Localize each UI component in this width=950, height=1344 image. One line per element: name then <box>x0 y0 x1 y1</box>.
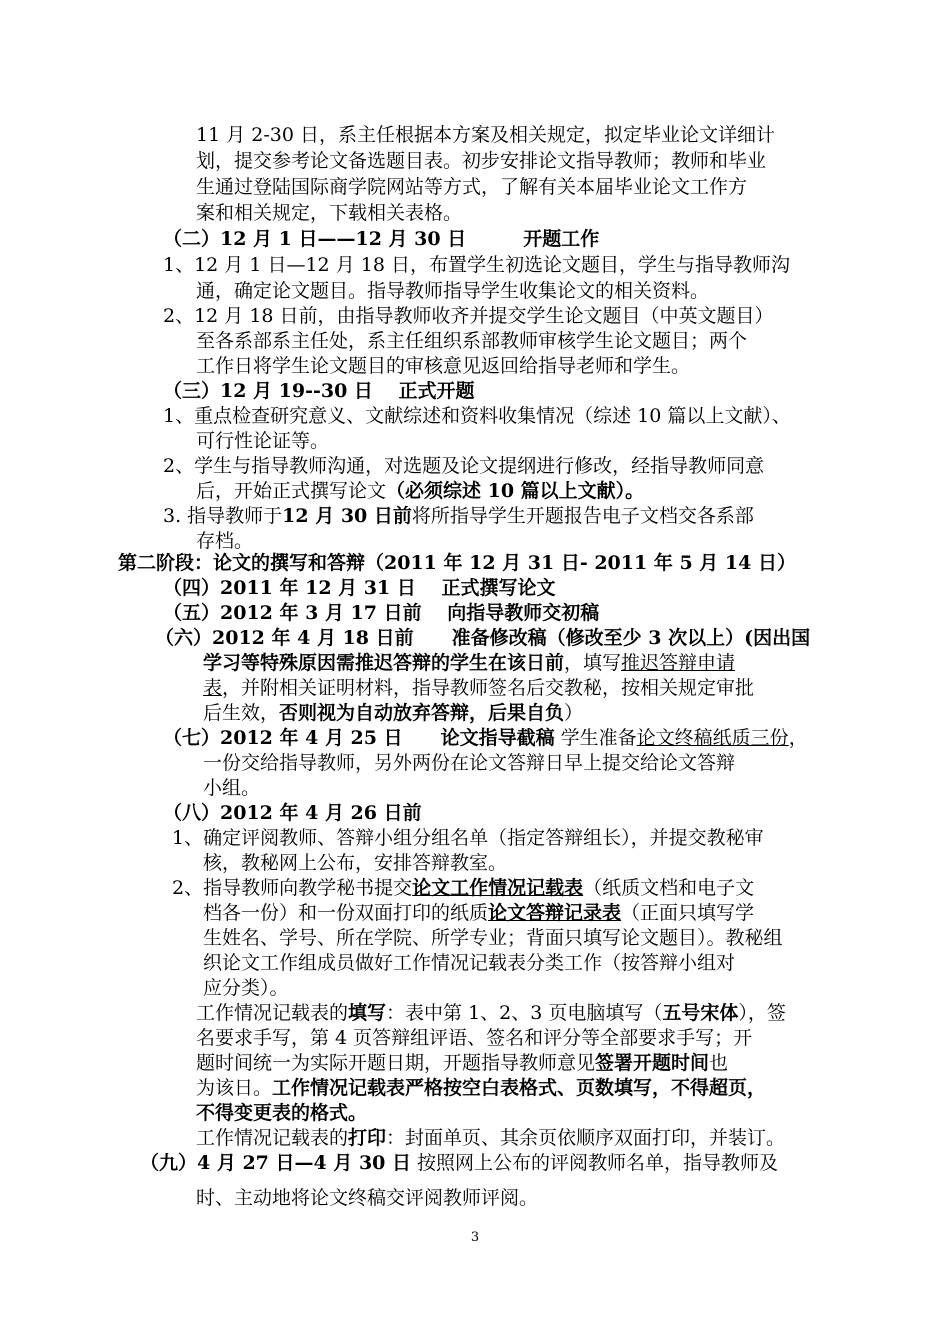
text-run: 工作情况记载表的 <box>196 1002 349 1024</box>
list-item-continued: 核，教秘网上公布，安排答辩教室。 <box>203 852 508 874</box>
emphasis-text: （九）4 月 27 日—4 月 30 日 <box>140 1152 412 1174</box>
paragraph-line <box>196 1050 728 1076</box>
list-item-continued: 生姓名、学号、所在学院、所学专业；背面只填写论文题目）。教秘组 <box>203 927 783 949</box>
form-link-text: 论文答辩记录表 <box>488 902 622 924</box>
text-run: 后生效， <box>203 702 280 724</box>
stage-heading: 第二阶段：论文的撰写和答辩（2011 年 12 月 31 日- 2011 年 5 月 14 日） <box>118 552 796 574</box>
intro-line: 划，提交参考论文备选题目表。初步安排论文指导教师；教师和毕业 <box>196 150 767 172</box>
emphasis-text: （必须综述 10 篇以上文献）。 <box>386 480 645 502</box>
text-run: ） <box>564 702 584 724</box>
text-run: 3. 指导教师于 <box>163 505 283 527</box>
paragraph-line <box>203 700 583 726</box>
emphasis-text: 填写 <box>348 1002 387 1024</box>
paragraph-line: 不得变更表的格式。 <box>196 1102 368 1124</box>
text-run: 2、指导教师向教学秘书提交 <box>172 877 413 899</box>
text-run: ），签 <box>738 1002 786 1024</box>
form-link-text: 论文终稿纸质三份 <box>636 727 789 749</box>
text-run: （正面只填写学 <box>621 902 755 924</box>
list-item: 2、学生与指导教师沟通，对选题及论文提纲进行修改，经指导教师同意 <box>163 455 765 477</box>
text-run: ：封面单页、其余页依顺序双面打印，并装订。 <box>386 1127 786 1149</box>
list-item: 1、12 月 1 日—12 月 18 日，布置学生初选论文题目，学生与指导教师沟 <box>163 254 790 276</box>
emphasis-text: (因出国 <box>744 627 811 649</box>
intro-line: 11 月 2-30 日，系主任根据本方案及相关规定，拟定毕业论文详细计 <box>196 124 775 146</box>
paragraph-line <box>196 1075 766 1101</box>
list-item-continued <box>203 900 754 926</box>
emphasis-text: 学习等特殊原因需推迟答辩的学生在该日前 <box>203 652 565 674</box>
intro-line: 生通过登陆国际商学院网站等方式，了解有关本届毕业论文工作方 <box>196 176 748 198</box>
text-run: 工作情况记载表的 <box>196 1127 349 1149</box>
list-item-continued: 可行性论证等。 <box>196 430 330 452</box>
list-item: 1、重点检查研究意义、文献综述和资料收集情况（综述 10 篇以上文献）、 <box>163 405 791 427</box>
section-heading-9 <box>140 1150 778 1176</box>
text-run: ，填写 <box>564 652 622 674</box>
emphasis-text: 打印 <box>348 1127 387 1149</box>
list-item-continued: 至各系部系主任处，系主任组织系部教师审核学生论文题目；两个 <box>196 330 748 352</box>
list-item-continued <box>196 478 644 504</box>
text-run: 按照网上公布的评阅教师名单，指导教师及 <box>411 1152 779 1174</box>
paragraph-line: 一份交给指导教师，另外两份在论文答辩日早上提交给论文答辩 <box>203 752 736 774</box>
text-run: 题时间统一为实际开题日期，开题指导教师意见 <box>196 1052 596 1074</box>
list-item-continued: 工作日将学生论文题目的审核意见返回给指导老师和学生。 <box>196 355 691 377</box>
emphasis-text: 否则视为自动放弃答辩，后果自负 <box>279 702 565 724</box>
list-item <box>172 875 754 901</box>
paragraph-line <box>196 1000 786 1026</box>
text-run: ， <box>788 727 808 749</box>
page-number: 3 <box>470 1230 480 1245</box>
emphasis-text: （七）2012 年 4 月 25 日 论文指导截稿 <box>163 727 555 749</box>
paragraph-line <box>203 675 754 701</box>
emphasis-text: （六）2012 年 4 月 18 日前 准备修改稿（修改至少 3 次以上） <box>155 627 745 649</box>
emphasis-text: 12 月 30 日前 <box>282 505 412 527</box>
list-item: 2、12 月 18 日前，由指导教师收齐并提交学生论文题目（中英文题目） <box>163 305 774 327</box>
form-link-text: 论文工作情况记载表 <box>412 877 584 899</box>
text-run: ，并附相关证明材料，指导教师签名后交教秘，按相关规定审批 <box>222 677 755 699</box>
emphasis-text: 工作情况记载表严格按空白表格式、页数填写，不得超页， <box>272 1077 767 1099</box>
paragraph-line: 小组。 <box>203 777 261 799</box>
section-heading-6 <box>155 625 810 651</box>
section-heading-2: （二）12 月 1 日——12 月 30 日 开题工作 <box>163 228 600 250</box>
intro-line: 案和相关规定，下载相关表格。 <box>196 202 463 224</box>
emphasis-text: 签署开题时间 <box>595 1052 710 1074</box>
list-item-continued: 通，确定论文题目。指导教师指导学生收集论文的相关资料。 <box>196 280 710 302</box>
list-item: 1、确定评阅教师、答辩小组分组名单（指定答辩组长），并提交教秘审 <box>172 827 764 849</box>
paragraph-line: 时、主动地将论文终稿交评阅教师评阅。 <box>196 1187 539 1209</box>
paragraph-line <box>203 650 735 676</box>
form-link-text: 推迟答辩申请 <box>621 652 736 674</box>
list-item-continued: 存档。 <box>196 530 254 552</box>
list-item-continued: 应分类）。 <box>203 977 289 999</box>
section-heading-4: （四）2011 年 12 月 31 日 正式撰写论文 <box>163 577 556 599</box>
text-run: 为该日。 <box>196 1077 273 1099</box>
section-heading-8: （八）2012 年 4 月 26 日前 <box>163 802 422 824</box>
section-heading-3: （三）12 月 19--30 日 正式开题 <box>163 380 475 402</box>
text-run: ：表中第 1、2、3 页电脑填写（ <box>386 1002 663 1024</box>
text-run: 后，开始正式撰写论文 <box>196 480 387 502</box>
text-run: 也 <box>709 1052 729 1074</box>
text-run: 将所指导学生开题报告电子文档交各系部 <box>411 505 754 527</box>
section-heading-5: （五）2012 年 3 月 17 日前 向指导教师交初稿 <box>163 602 600 624</box>
section-heading-7 <box>163 725 808 751</box>
paragraph-line: 名要求手写，第 4 页答辩组评语、签名和评分等全部要求手写；开 <box>196 1027 753 1049</box>
text-run: 学生准备 <box>554 727 637 749</box>
list-item-continued: 织论文工作组成员做好工作情况记载表分类工作（按答辩小组对 <box>203 952 736 974</box>
emphasis-text: 五号宋体 <box>662 1002 739 1024</box>
form-link-text: 表 <box>203 677 223 699</box>
text-run: 档各一份）和一份双面打印的纸质 <box>203 902 489 924</box>
paragraph-line <box>196 1125 785 1151</box>
text-run: （纸质文档和电子文 <box>583 877 755 899</box>
list-item <box>163 503 754 529</box>
